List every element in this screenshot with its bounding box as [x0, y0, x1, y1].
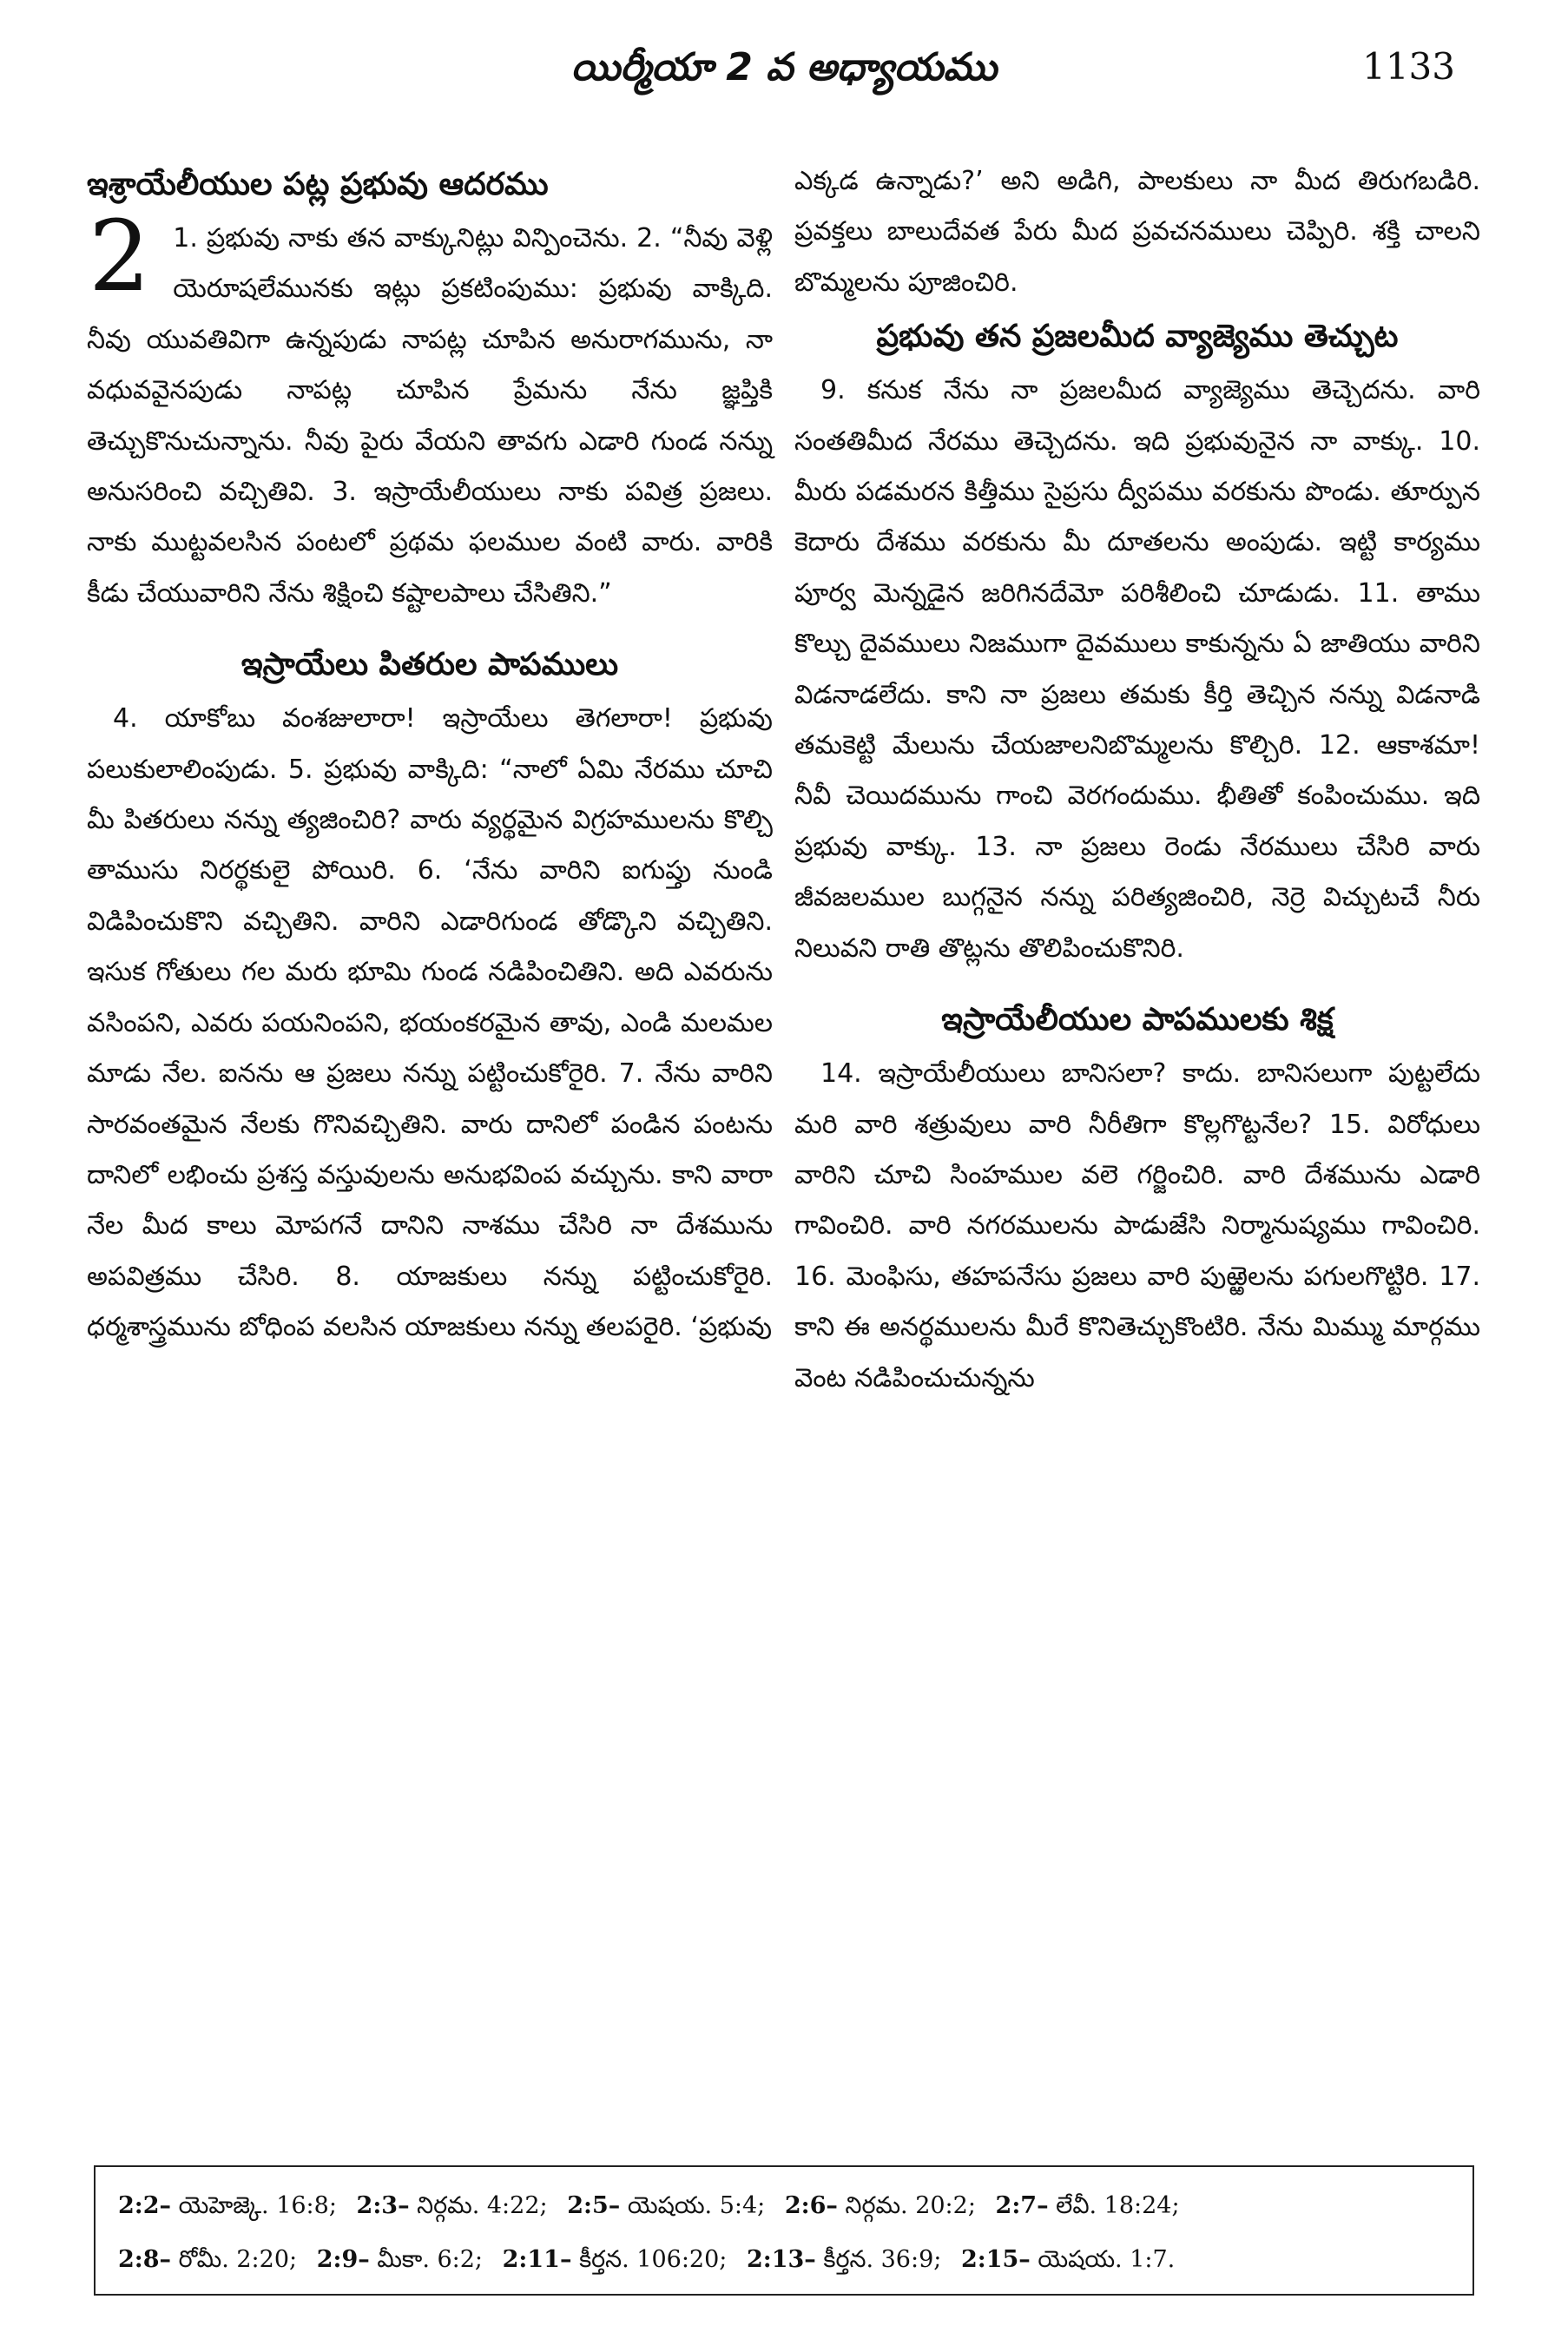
cross-reference-item: 2:7– లేవీ. 18:24;	[995, 2192, 1180, 2219]
cross-reference-item: 2:11– కీర్తన. 106:20;	[502, 2246, 728, 2273]
right-column	[794, 156, 1480, 1404]
cross-reference-item: 2:6– నిర్గమ. 20:2;	[784, 2192, 976, 2219]
section-heading-lords-case: ప్రభువు తన ప్రజలమీద వ్యాజ్యెము తెచ్చుట	[876, 319, 1399, 355]
chapter-number-dropcap: 2	[89, 201, 151, 313]
paragraph-text: 1. ప్రభువు నాకు తన వాక్కునిట్లు విన్పించెను. 2. “నీవు వెళ్లి యెరూషలేమునకు ఇట్లు ప్రకటింపుము: ప్రభువు వాక్కిది. నీవు యువతివిగా ఉన్నపుడు నాపట్ల చూపిన అనురాగమును, నా వధువవైనపుడు నాపట్ల చూపిన ప్రేమను నేను జ్ఞప్తికి తెచ్చుకొనుచున్నాను. నీవు పైరు వేయని తావగు ఎడారి గుండ నన్ను అనుసరించి వచ్చితివి. 3. ఇస్రాయేలీయులు నాకు పవిత్ర ప్రజలు. నాకు ముట్టవలసిన పంటలో ప్రథమ ఫలముల వంటి వారు. వారికి కీడు చేయువారిని నేను శిక్షించి కష్టాలపాలు చేసితిని.”	[87, 223, 773, 609]
cross-reference-line-1	[118, 2179, 1450, 2233]
section-heading-gods-care: ఇశ్రాయేలీయుల పట్ల ప్రభువు ఆదరము	[87, 167, 549, 202]
cross-reference-item: 2:8– రోమీ. 2:20;	[118, 2246, 298, 2273]
left-column	[87, 156, 773, 1354]
chapter-title: యిర్మీయా 2 వ అధ్యాయము	[570, 45, 998, 89]
cross-reference-item: 2:13– కీర్తన. 36:9;	[746, 2246, 942, 2273]
paragraph-verses-1-3	[87, 201, 773, 619]
cross-reference-item: 2:3– నిర్గమ. 4:22;	[356, 2192, 548, 2219]
running-header	[0, 45, 1568, 106]
cross-reference-item: 2:5– యెషయ. 5:4;	[567, 2192, 766, 2219]
paragraph-verse-8-cont: ఎక్కడ ఉన్నాడు?’ అని అడిగి, పాలకులు నా మీద తిరుగబడిరి. ప్రవక్తలు బాలుదేవత పేరు మీద ప్రవచనములు చెప్పిరి. శక్తి చాలని బొమ్మలను పూజించిరి.	[794, 166, 1480, 298]
cross-reference-box	[94, 2165, 1474, 2296]
paragraph-verses-9-13: 9. కనుక నేను నా ప్రజలమీద వ్యాజ్యెము తెచ్చెదను. వారి సంతతిమీద నేరము తెచ్చెదను. ఇది ప్రభువునైన నా వాక్కు. 10. మీరు పడమరన కిత్తీము సైప్రసు ద్వీపము వరకును పొండు. తూర్పున కెదారు దేశము వరకును మీ దూతలను అంపుడు. ఇట్టి కార్యము పూర్వ మెన్నడైన జరిగినదేమో పరిశీలించి చూడుడు. 11. తాము కొల్చు దైవములు నిజముగా దైవములు కాకున్నను ఏ జాతియు వారిని విడనాడలేదు. కాని నా ప్రజలు తమకు కీర్తి తెచ్చిన నన్ను విడనాడి తమకెట్టి మేలును చేయజాలనిబొమ్మలను కొల్చిరి. 12. ఆకాశమా! నీవీ చెయిదమును గాంచి వెరగందుము. భీతితో కంపించుము. ఇది ప్రభువు వాక్కు. 13. నా ప్రజలు రెండు నేరములు చేసిరి వారు జీవజలముల బుగ్గనైన నన్ను పరిత్యజించిరి, నెర్రె విచ్చుటచే నీరు నిలువని రాతి తొట్లను తొలిపించుకొనిరి.	[794, 375, 1480, 964]
cross-reference-item: 2:2– యెహెజ్కె. 16:8;	[118, 2192, 337, 2219]
section-heading-ancestors-sins: ఇస్రాయేలు పితరుల పాపములు	[240, 647, 619, 683]
paragraph-verses-14-17: 14. ఇస్రాయేలీయులు బానిసలా? కాదు. బానిసలుగా పుట్టలేదు మరి వారి శత్రువులు వారి నీరీతిగా కొల్లగొట్టనేల? 15. విరోధులు వారిని చూచి సింహముల వలె గర్జించిరి. వారి దేశమును ఎడారి గావించిరి. వారి నగరములను పాడుజేసి నిర్మానుష్యము గావించిరి. 16. మెంఫిసు, తహపనేసు ప్రజలు వారి పుఱ్ఱెలను పగులగొట్టిరి. 17. కాని ఈ అనర్థములను మీరే కొనితెచ్చుకొంటిరి. నేను మిమ్ము మార్గము వెంట నడిపించుచున్నను	[794, 1058, 1480, 1393]
page-number: 1133	[1362, 45, 1455, 88]
section-heading-punishment: ఇస్రాయేలీయుల పాపములకు శిక్ష	[941, 1002, 1334, 1038]
cross-reference-item: 2:9– మీకా. 6:2;	[316, 2246, 484, 2273]
paragraph-verses-4-8: 4. యాకోబు వంశజులారా! ఇస్రాయేలు తెగలారా! ప్రభువు పలుకులాలింపుడు. 5. ప్రభువు వాక్కిది: “నాలో ఏమి నేరము చూచి మీ పితరులు నన్ను త్యజించిరి? వారు వ్యర్థమైన విగ్రహములను కొల్చి తాముసు నిరర్థకులై పోయిరి. 6. ‘నేను వారిని ఐగుప్తు నుండి విడిపించుకొని వచ్చితిని. వారిని ఎడారిగుండ తోడ్కొని వచ్చితిని. ఇసుక గోతులు గల మరు భూమి గుండ నడిపించితిని. అది ఎవరును వసింపని, ఎవరు పయనింపని, భయంకరమైన తావు, ఎండి మలమల మాడు నేల. ఐనను ఆ ప్రజలు నన్ను పట్టించుకోరైరి. 7. నేను వారిని సారవంతమైన నేలకు గొనివచ్చితిని. వారు దానిలో పండిన పంటను దానిలో లభించు ప్రశస్త వస్తువులను అనుభవింప వచ్చును. కాని వారా నేల మీద కాలు మోపగనే దానిని నాశము చేసిరి నా దేశమును అపవిత్రము చేసిరి. 8. యాజకులు నన్ను పట్టించుకోరైరి. ధర్మశాస్త్రమును బోధింప వలసిన యాజకులు నన్ను తలపరైరి. ‘ప్రభువు	[87, 703, 773, 1343]
cross-reference-line-2	[118, 2233, 1450, 2287]
cross-reference-item: 2:15– యెషయ. 1:7.	[960, 2246, 1176, 2273]
